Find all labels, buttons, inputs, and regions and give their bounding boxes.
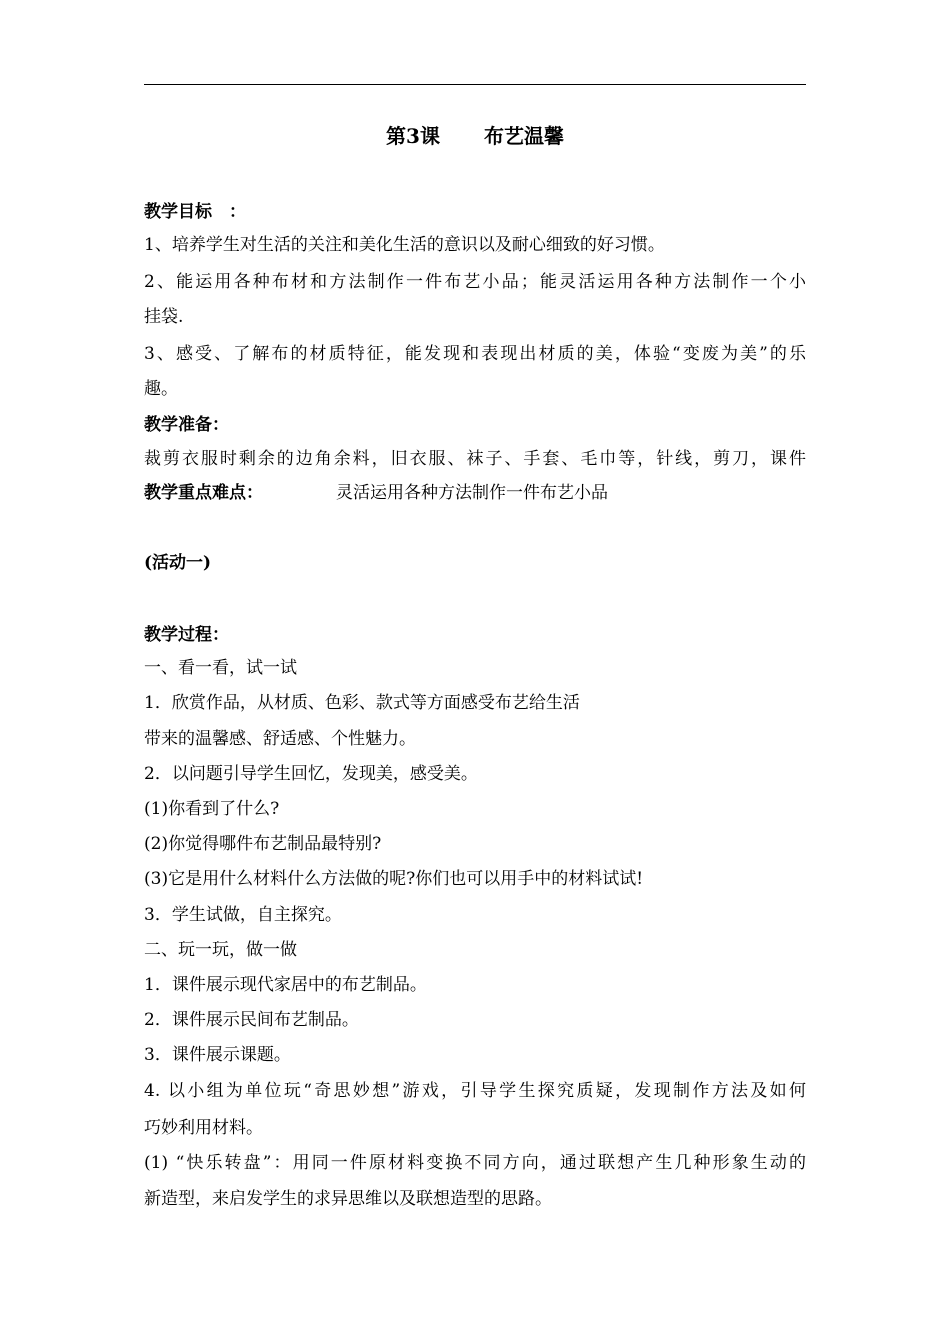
preparation-heading: 教学准备： — [144, 415, 229, 435]
step-1-1-line-2: 带来的温馨感、舒适感、个性魅力。 — [144, 729, 416, 749]
question-3: (3)它是用什么材料什么方法做的呢?你们也可以用手中的材料试试! — [144, 869, 644, 889]
preparation-text: 裁剪衣服时剩余的边角余料，旧衣服、袜子、手套、毛巾等，针线，剪刀，课件 — [144, 449, 806, 469]
objective-item-2-line-2: 挂袋. — [144, 307, 184, 327]
objective-item-2-line-1: 2、能运用各种布材和方法制作一件布艺小品；能灵活运用各种方法制作一个小 — [144, 272, 806, 292]
step-1-1-line-1: 1．欣赏作品，从材质、色彩、款式等方面感受布艺给生活 — [144, 693, 580, 713]
lesson-number: 第3课 — [386, 124, 440, 148]
page-title — [144, 122, 806, 150]
step-1-2: 2．以问题引导学生回忆，发现美，感受美。 — [144, 764, 478, 784]
step-2-1: 1．课件展示现代家居中的布艺制品。 — [144, 975, 427, 995]
key-points-text: 灵活运用各种方法制作一件布艺小品 — [336, 483, 608, 503]
objectives-heading: 教学目标 ： — [144, 202, 246, 222]
question-2: (2)你觉得哪件布艺制品最特别? — [144, 834, 382, 854]
section-1-heading: 一、看一看，试一试 — [144, 658, 297, 678]
objective-item-3-line-1: 3、感受、了解布的材质特征，能发现和表现出材质的美，体验“变废为美”的乐 — [144, 344, 806, 364]
key-points-heading: 教学重点难点： — [144, 483, 263, 503]
header-rule — [144, 84, 806, 85]
step-1-3: 3．学生试做，自主探究。 — [144, 905, 342, 925]
step-2-3: 3．课件展示课题。 — [144, 1045, 291, 1065]
step-2-4-1-line-1: (1) “快乐转盘”：用同一件原材料变换不同方向，通过联想产生几种形象生动的 — [144, 1153, 806, 1173]
objective-item-1: 1、培养学生对生活的关注和美化生活的意识以及耐心细致的好习惯。 — [144, 235, 665, 255]
objective-item-3-line-2: 趣。 — [144, 379, 178, 399]
process-heading: 教学过程： — [144, 625, 229, 645]
section-2-heading: 二、玩一玩，做一做 — [144, 940, 297, 960]
key-points-row — [144, 481, 806, 505]
lesson-name: 布艺温馨 — [483, 124, 564, 148]
step-2-4-1-line-2: 新造型，来启发学生的求异思维以及联想造型的思路。 — [144, 1189, 552, 1209]
question-1: (1)你看到了什么? — [144, 799, 280, 819]
step-2-4-line-2: 巧妙利用材料。 — [144, 1118, 263, 1138]
step-2-2: 2．课件展示民间布艺制品。 — [144, 1010, 359, 1030]
activity-label: (活动一) — [144, 553, 212, 573]
step-2-4-line-1: 4. 以小组为单位玩“奇思妙想”游戏，引导学生探究质疑，发现制作方法及如何 — [144, 1081, 806, 1101]
